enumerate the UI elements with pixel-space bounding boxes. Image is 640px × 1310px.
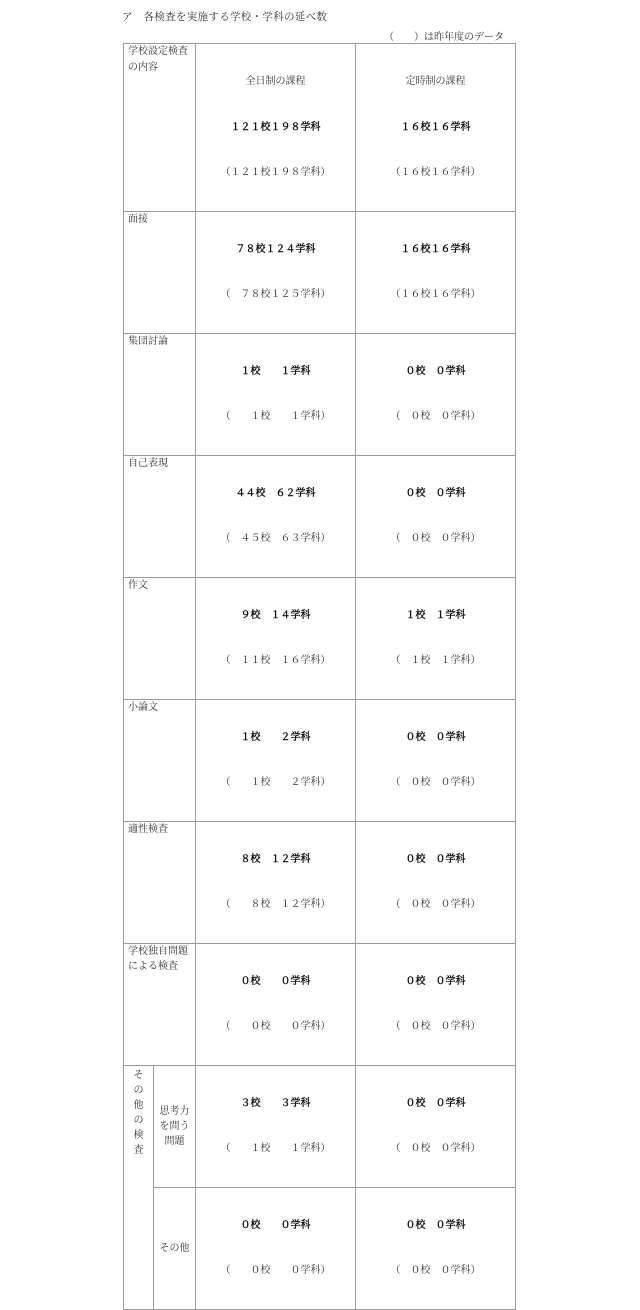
group-label-char: 他 (133, 1099, 144, 1111)
previous-value: （ ０校 ０学科） (390, 1021, 481, 1032)
previous-value: （ ０校 ０学科） (220, 1265, 331, 1276)
current-value: ０校 ０学科 (405, 731, 466, 743)
previous-year-note: （ ）は昨年度のデータ (384, 32, 504, 43)
full-time-total-previous: （１２１校１９８学科） (220, 167, 331, 178)
part-time-cell (356, 455, 516, 577)
row-label (124, 943, 196, 1065)
current-value: ０校 ０学科 (405, 975, 466, 987)
row-label-text: 適性検査 (128, 823, 168, 835)
part-time-cell (356, 943, 516, 1065)
previous-value: （ ８校 １２学科） (220, 899, 331, 910)
previous-value: （ ７８校１２５学科） (220, 289, 331, 300)
full-time-cell (196, 943, 356, 1065)
document-title: ア 各検査を実施する学校・学科の延べ数 (122, 11, 328, 23)
current-value: ０校 ０学科 (405, 487, 466, 499)
row-label-text: 集団討論 (128, 335, 168, 347)
header-label-line2: の内容 (128, 61, 158, 73)
table-row (124, 943, 516, 1065)
current-value: １校 ２学科 (240, 731, 311, 743)
sub-row-label (154, 1187, 196, 1309)
current-value: ０校 ０学科 (405, 365, 466, 377)
sub-label-line: その他 (159, 1242, 190, 1254)
full-time-total-current: １２１校１９８学科 (230, 121, 321, 133)
current-value: ０校 ０学科 (405, 1219, 466, 1231)
full-time-cell (196, 211, 356, 333)
sub-label-line: を問う (159, 1120, 190, 1132)
table-row (124, 577, 516, 699)
current-value: ０校 ０学科 (405, 1097, 466, 1109)
inspection-count-table (123, 43, 516, 1310)
current-value: ３校 ３学科 (240, 1097, 311, 1109)
row-label-text: 自己表現 (128, 457, 168, 469)
table-row (124, 333, 516, 455)
group-label-char: 査 (133, 1144, 144, 1156)
current-value: ０校 ０学科 (240, 1219, 311, 1231)
current-value: １６校１６学科 (400, 243, 471, 255)
header-row-label (124, 44, 196, 212)
header-full-time (196, 44, 356, 212)
row-label-text: 面接 (128, 213, 148, 225)
part-time-cell (356, 333, 516, 455)
full-time-cell (196, 577, 356, 699)
part-time-total-previous: （１６校１６学科） (390, 167, 481, 178)
row-label-text: 作文 (128, 579, 148, 591)
full-time-cell (196, 1187, 356, 1309)
full-time-cell (196, 455, 356, 577)
group-label-char: の (133, 1114, 144, 1126)
previous-value: （ ０校 ０学科） (390, 899, 481, 910)
row-label (124, 699, 196, 821)
table-row (124, 1065, 516, 1187)
group-label-char: 検 (133, 1129, 144, 1141)
table-row (124, 211, 516, 333)
part-time-cell (356, 1187, 516, 1309)
group-label-char: の (133, 1084, 144, 1096)
full-time-cell (196, 821, 356, 943)
row-label (124, 577, 196, 699)
current-value: １校 １学科 (405, 609, 466, 621)
previous-value: （ ０校 ０学科） (390, 411, 481, 422)
row-label (124, 455, 196, 577)
other-inspection-group-label (124, 1065, 154, 1309)
full-time-cell (196, 1065, 356, 1187)
sub-row-label (154, 1065, 196, 1187)
previous-value: （ １校 １学科） (220, 411, 331, 422)
previous-value: （ ０校 ０学科） (390, 1265, 481, 1276)
row-label-text: 小論文 (128, 701, 158, 713)
header-label-line1: 学校設定検査 (128, 46, 188, 57)
part-time-cell (356, 211, 516, 333)
row-label (124, 821, 196, 943)
table-row (124, 1187, 516, 1309)
sub-label-line: 思考力 (159, 1105, 190, 1117)
current-value: ９校 １４学科 (240, 609, 311, 621)
previous-value: （ ０校 ０学科） (390, 777, 481, 788)
previous-value: （ ４５校 ６３学科） (220, 533, 331, 544)
part-time-total-current: １６校１６学科 (400, 121, 471, 133)
previous-value: （ １校 ２学科） (220, 777, 331, 788)
current-value: １校 １学科 (240, 365, 311, 377)
row-label-line1: 学校独自問題 (128, 945, 188, 957)
part-time-label: 定時制の課程 (405, 76, 466, 87)
group-label-char: そ (133, 1069, 144, 1081)
previous-value: （ １１校 １６学科） (220, 655, 331, 666)
part-time-cell (356, 577, 516, 699)
previous-value: （ １校 １学科） (220, 1143, 331, 1154)
previous-value: （ １校 １学科） (390, 655, 481, 666)
row-label (124, 211, 196, 333)
current-value: ０校 ０学科 (240, 975, 311, 987)
table-row (124, 821, 516, 943)
previous-value: （ ０校 ０学科） (390, 533, 481, 544)
table-row (124, 455, 516, 577)
current-value: ０校 ０学科 (405, 853, 466, 865)
current-value: ８校 １２学科 (240, 853, 311, 865)
sub-label-line: 問題 (164, 1135, 185, 1147)
table-row (124, 699, 516, 821)
part-time-cell (356, 1065, 516, 1187)
previous-value: （ ０校 ０学科） (390, 1143, 481, 1154)
part-time-cell (356, 699, 516, 821)
current-value: ４４校 ６２学科 (235, 487, 316, 499)
full-time-cell (196, 699, 356, 821)
current-value: ７８校１２４学科 (235, 243, 316, 255)
header-row (124, 44, 516, 212)
header-part-time (356, 44, 516, 212)
full-time-label: 全日制の課程 (245, 76, 306, 87)
row-label (124, 333, 196, 455)
previous-value: （１６校１６学科） (390, 289, 481, 300)
part-time-cell (356, 821, 516, 943)
row-label-line2: による検査 (128, 961, 178, 972)
previous-value: （ ０校 ０学科） (220, 1021, 331, 1032)
full-time-cell (196, 333, 356, 455)
